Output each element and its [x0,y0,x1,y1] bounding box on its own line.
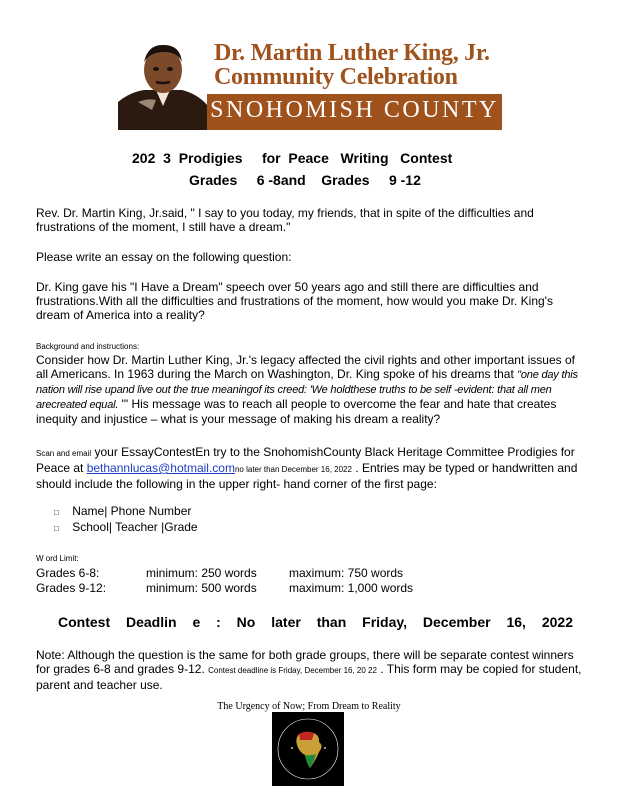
submission-deadline: no later than December 16, 2022 [234,465,352,474]
black-heritage-committee-seal-icon [272,712,344,786]
limit-min: minimum: 250 words [146,566,257,580]
word-limit-row [36,581,584,595]
word-limit-row [36,566,584,580]
mlk-portrait-icon [118,40,208,130]
limit-min: minimum: 500 words [146,581,257,595]
note-deadline: Contest deadline is Friday, December 16, 20 22 [208,666,377,675]
limit-grades: Grades 6-8: [36,566,100,580]
square-bullet-icon: □ [54,508,59,517]
limit-max: maximum: 750 words [289,566,404,580]
bullet-text-2: School| Teacher |Grade [72,520,198,534]
bullet-text-1: Name| Phone Number [72,504,192,518]
scan-label: Scan and email [36,449,92,458]
note-text-2: . This form may be copied for student, parent and teacher use. [36,662,582,692]
word-limit-label: W ord Limit: [36,554,79,563]
limit-grades: Grades 9-12: [36,581,107,595]
creed-quote: "one day this nation will rise upand live out the true meaningof its creed: 'We holdthese truths to be self -evident: that all men arecreated equal. [36,369,578,411]
background-label: Background and instructions: [36,342,140,351]
background-paragraph [36,353,584,426]
contest-grades: Grades 6 -8and Grades 9 -12 [189,172,421,188]
note-text-1: Note: Although the question is the same for both grade groups, there will be separate contest winners for grades 6-8 and grades 9-12. [36,648,574,676]
county-name: SNOHOMISH COUNTY [210,97,499,123]
background-text-2: '" His message was to reach all people to overcome the fear and hate that creates inequity and injustice – what is your message of making his dream a reality? [36,397,557,426]
limit-max: maximum: 1,000 words [289,581,414,595]
event-title-line1: Dr. Martin Luther King, Jr. [214,40,490,66]
dream-quote: Rev. Dr. Martin King, Jr.said, " I say to you today, my friends, that in spite of the difficulties and frustrations of the moment, I still have a dream." [36,206,534,234]
essay-prompt-intro: Please write an essay on the following question: [36,250,292,264]
background-text-1: Consider how Dr. Martin Luther King, Jr.'s legacy affected the civil rights and other important issues of all Americans. In 1963 during the March on Washington, Dr. King spoke of his dreams that [36,353,575,381]
bullet-item [54,504,602,520]
submission-paragraph [36,445,584,491]
submission-text-1: your EssayContestEn try to the SnohomishCounty Black Heritage Committee Prodigies for Peace at [36,445,575,475]
contest-deadline: Contest Deadlin e : No later than Friday, December 16, 2022 [58,614,573,630]
event-title-line2: Community Celebration [214,64,458,90]
contest-title: 202 3 Prodigies for Peace Writing Contest [132,150,453,166]
square-bullet-icon: □ [54,524,59,533]
note-paragraph [36,648,584,692]
bullet-item [54,520,602,536]
submission-text-2: . Entries may be typed or handwritten and should include the following in the upper right- hand corner of the first page: [36,461,578,491]
email-link[interactable]: bethannlucas@hotmail.com [86,461,235,475]
essay-question: Dr. King gave his "I Have a Dream" speech over 50 years ago and still there are difficulties and frustrations.With all the difficulties and frustrations of the moment, how would you make Dr. King's dream of America into a reality? [36,280,553,322]
tagline: The Urgency of Now; From Dream to Reality [217,701,401,712]
